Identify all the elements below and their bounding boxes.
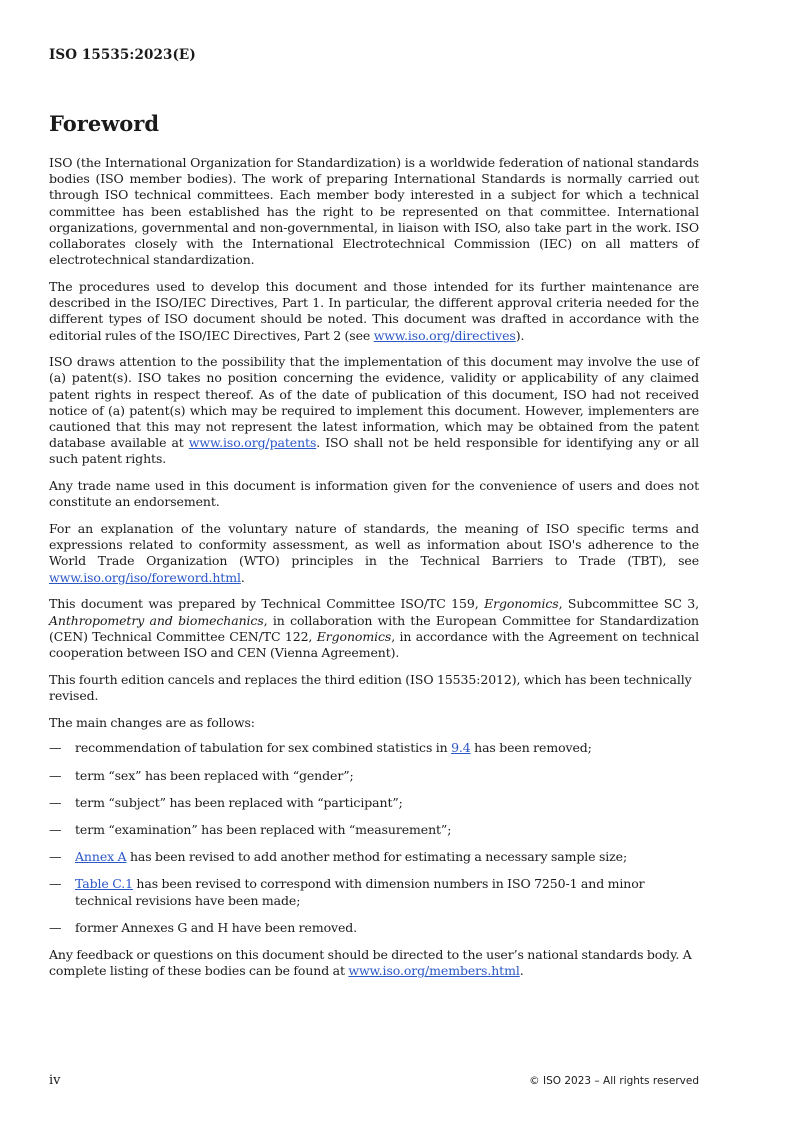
annex-a-link[interactable]: Annex A bbox=[75, 849, 127, 865]
paragraph-committee: This document was prepared by Technical Committee ISO/TC 159, Ergonomics, Subcommittee SC 3, Anthropometry and biomechanics, in collaboration with the European Committee for Standardization (CEN) Technical Committee CEN/TC 122, Ergonomics, in accordance with the Agreement on technical cooperation between ISO and CEN (Vienna Agreement). bbox=[49, 596, 699, 660]
paragraph-voluntary-nature: For an explanation of the voluntary nature of standards, the meaning of ISO specific terms and expressions related to conformity assessment, as well as information about ISO's adherence to the World Trade Organization (WTO) principles in the Technical Barriers to Trade (TBT), see www.iso.org/iso/foreword.html. bbox=[49, 521, 699, 585]
page-number: iv bbox=[49, 1073, 61, 1088]
change-list-item: — term “subject” has been replaced with “participant”; bbox=[49, 794, 403, 810]
patents-link[interactable]: www.iso.org/patents bbox=[188, 435, 317, 451]
directives-link[interactable]: www.iso.org/directives bbox=[373, 327, 516, 343]
list-dash: — bbox=[49, 919, 62, 935]
list-dash: — bbox=[49, 821, 62, 837]
copyright-notice: © ISO 2023 – All rights reserved bbox=[529, 1075, 699, 1087]
paragraph-edition: This fourth edition cancels and replaces the third edition (ISO 15535:2012), which has been technically revised. bbox=[49, 671, 692, 703]
paragraph-iso-intro: ISO (the International Organization for Standardization) is a worldwide federation of national standards bodies (ISO member bodies). The work of preparing International Standards is normally carried out through ISO technical committees. Each member body interested in a subject for which a technical committee has been established has the right to be represented on that committee. International organizations, governmental and non-governmental, in liaison with ISO, also take part in the work. ISO collaborates closely with the International Electrotechnical Commission (IEC) on all matters of electrotechnical standardization. bbox=[49, 155, 699, 268]
table-c1-link[interactable]: Table C.1 bbox=[75, 876, 133, 892]
list-dash: — bbox=[49, 740, 62, 756]
paragraph-main-changes-intro: The main changes are as follows: bbox=[49, 714, 255, 730]
members-link[interactable]: www.iso.org/members.html bbox=[348, 963, 520, 979]
paragraph-trade-name: Any trade name used in this document is information given for the convenience of users and does not constitute an endorsement. bbox=[49, 478, 699, 510]
list-dash: — bbox=[49, 876, 62, 892]
document-identifier: ISO 15535:2023(E) bbox=[49, 47, 196, 63]
change-list-item: — term “examination” has been replaced with “measurement”; bbox=[49, 821, 452, 837]
paragraph-feedback: Any feedback or questions on this document should be directed to the user’s national standards body. A complete listing of these bodies can be found at www.iso.org/members.html. bbox=[49, 946, 692, 979]
change-list-item: — Table C.1 has been revised to correspond with dimension numbers in ISO 7250-1 and minor technical revisions have been made; bbox=[49, 876, 645, 908]
foreword-body bbox=[49, 155, 699, 990]
change-list-item: — recommendation of tabulation for sex combined statistics in 9.4 has been removed; bbox=[49, 740, 592, 756]
paragraph-procedures: The procedures used to develop this document and those intended for its further maintenance are described in the ISO/IEC Directives, Part 1. In particular, the different approval criteria needed for the different types of ISO document should be noted. This document was drafted in accordance with the editorial rules of the ISO/IEC Directives, Part 2 (see www.iso.org/directives). bbox=[49, 278, 699, 343]
page-title: Foreword bbox=[49, 111, 160, 136]
change-list-item: — term “sex” has been replaced with “gender”; bbox=[49, 767, 354, 783]
clause-9-4-link[interactable]: 9.4 bbox=[451, 740, 471, 756]
change-list-item: — Annex A has been revised to add another method for estimating a necessary sample size; bbox=[49, 849, 628, 865]
paragraph-patents: ISO draws attention to the possibility that the implementation of this document may involve the use of (a) patent(s). ISO takes no position concerning the evidence, validity or applicability of any claimed patent rights in respect thereof. As of the date of publication of this document, ISO had not received notice of (a) patent(s) which may be required to implement this document. However, implementers are cautioned that this may not represent the latest information, which may be obtained from the patent database available at www.iso.org/patents. ISO shall not be held responsible for identifying any or all such patent rights. bbox=[49, 354, 699, 467]
foreword-link[interactable]: www.iso.org/iso/foreword.html bbox=[49, 569, 241, 585]
list-dash: — bbox=[49, 794, 62, 810]
change-list-item: — former Annexes G and H have been removed. bbox=[49, 919, 358, 935]
document-page bbox=[49, 0, 699, 1122]
list-dash: — bbox=[49, 849, 62, 865]
list-dash: — bbox=[49, 767, 62, 783]
